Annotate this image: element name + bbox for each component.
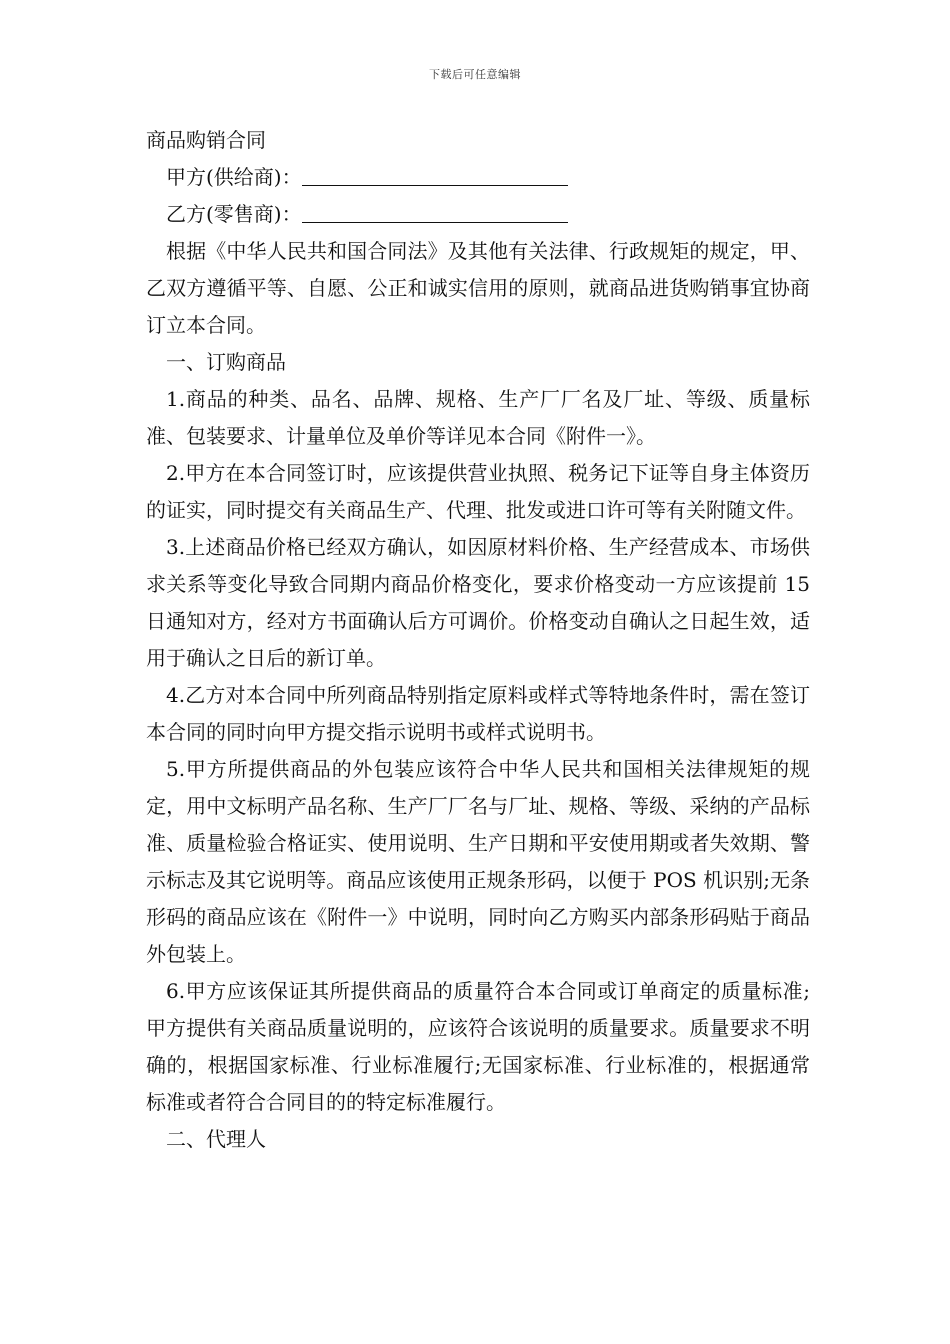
clause-2: 2.甲方在本合同签订时，应该提供营业执照、税务记下证等自身主体资历的证实，同时提交有关商品生产、代理、批发或进口许可等有关附随文件。 [146, 461, 810, 522]
header-note: 下载后可任意编辑 [429, 68, 521, 81]
party-b-line [146, 196, 810, 233]
section-heading-2: 二、代理人 [166, 1127, 266, 1151]
clause-5: 5.甲方所提供商品的外包装应该符合中华人民共和国相关法律规矩的规定，用中文标明产品名称、生产厂厂名与厂址、规格、等级、采纳的产品标准、质量检验合格证实、使用说明、生产日期和平安使用期或者失效期、警示标志及其它说明等。商品应该使用正规条形码，以便于 POS 机识别;无条形码的商品应该在《附件一》中说明，同时向乙方购买内部条形码贴于商品外包装上。 [146, 757, 810, 966]
section-heading-1: 一、订购商品 [166, 350, 286, 374]
contract-title: 商品购销合同 [146, 128, 266, 152]
party-a-line [146, 159, 810, 196]
party-b-label: 乙方(零售商)： [166, 202, 302, 226]
party-a-blank [302, 163, 568, 186]
clause-6: 6.甲方应该保证其所提供商品的质量符合本合同或订单商定的质量标准;甲方提供有关商品质量说明的，应该符合该说明的质量要求。质量要求不明确的，根据国家标准、行业标准履行;无国家标准、行业标准的，根据通常标准或者符合合同目的的特定标准履行。 [146, 979, 810, 1114]
clause-4: 4.乙方对本合同中所列商品特别指定原料或样式等特地条件时，需在签订本合同的同时向甲方提交指示说明书或样式说明书。 [146, 683, 810, 744]
party-b-blank [302, 200, 568, 223]
clause-1: 1.商品的种类、品名、品牌、规格、生产厂厂名及厂址、等级、质量标准、包装要求、计量单位及单价等详见本合同《附件一》。 [146, 387, 810, 448]
clause-3: 3.上述商品价格已经双方确认，如因原材料价格、生产经营成本、市场供求关系等变化导致合同期内商品价格变化，要求价格变动一方应该提前 15 日通知对方，经对方书面确认后方可调价。价格变动自确认之日起生效，适用于确认之日后的新订单。 [146, 535, 810, 670]
party-a-label: 甲方(供给商)： [166, 165, 302, 189]
contract-body [146, 122, 810, 1158]
preamble-paragraph: 根据《中华人民共和国合同法》及其他有关法律、行政规矩的规定，甲、乙双方遵循平等、自愿、公正和诚实信用的原则，就商品进货购销事宜协商订立本合同。 [146, 239, 810, 337]
